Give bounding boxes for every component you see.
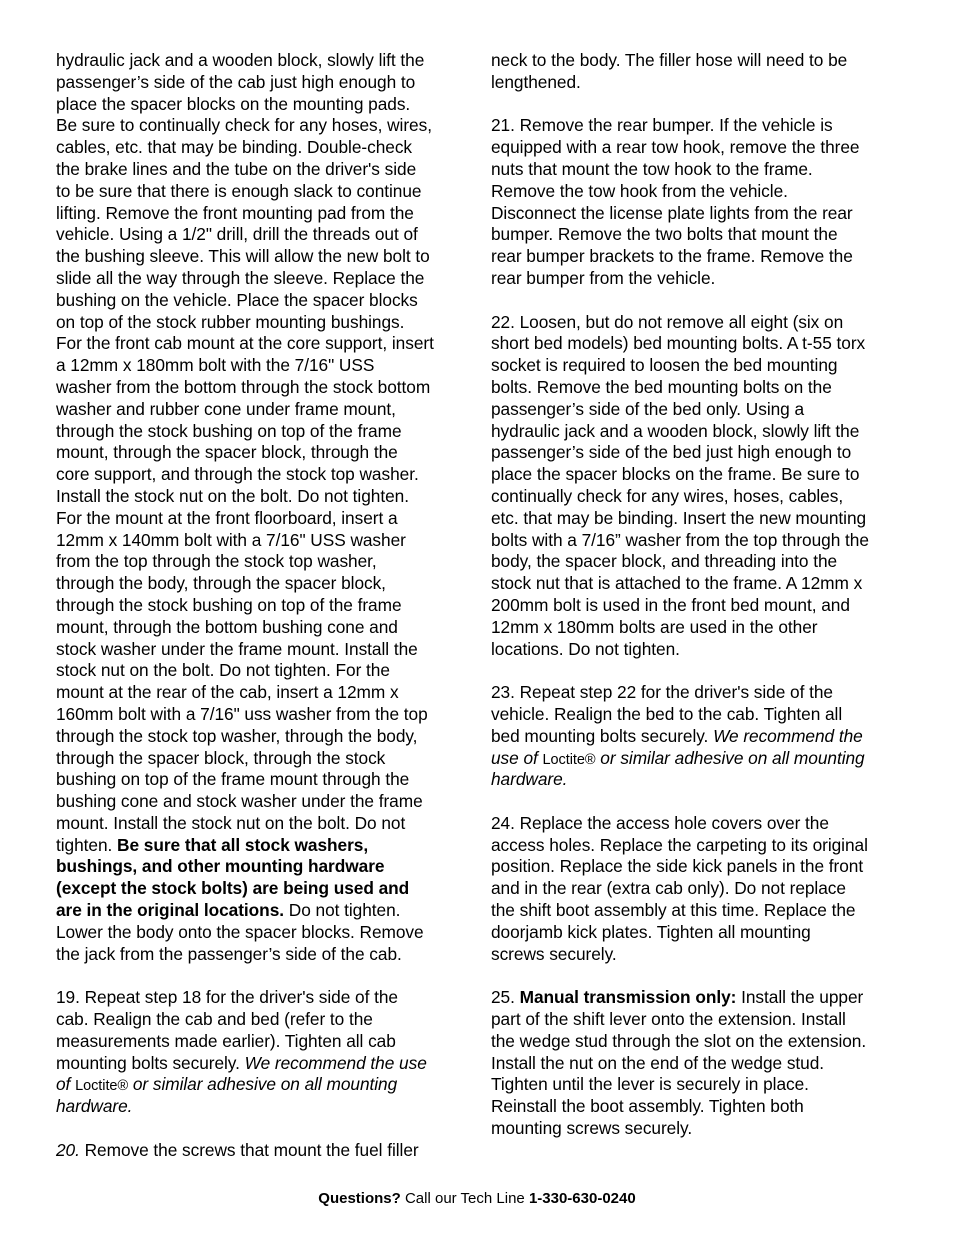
footer-phone: 1-330-630-0240 xyxy=(528,1190,636,1207)
step-22-line: etc. that may be binding. Insert the new mounting xyxy=(491,507,867,528)
step-22 xyxy=(491,312,901,661)
step-22-line: hydraulic jack and a wooden block, slowly lift the xyxy=(491,420,860,441)
step-18-line: washer and rubber cone under frame mount, xyxy=(56,398,396,419)
step-25-line: 25. Manual transmission only: Install the upper xyxy=(491,987,864,1008)
step-18-line: through the spacer block, through the stock xyxy=(56,747,386,768)
step-18-line: through the body, through the spacer block, xyxy=(56,573,386,594)
step-18-line: through the stock bushing on top of the frame xyxy=(56,594,402,615)
step-22-line: 22. Loosen, but do not remove all eight (six on xyxy=(491,311,844,332)
step-25-line: Tighten until the lever is securely in place. xyxy=(491,1074,809,1095)
step-20: 20. Remove the screws that mount the fuel filler xyxy=(56,1139,419,1160)
step-22-line: place the spacer blocks on the frame. Be sure to xyxy=(491,464,860,485)
step-22-line: bolts. Remove the bed mounting bolts on the xyxy=(491,376,832,397)
step-24-line: and in the rear (extra cab only). Do not replace xyxy=(491,878,846,899)
step-22-line: 200mm bolt is used in the front bed mount, and xyxy=(491,594,850,615)
step-18-line: stock washer under the frame mount. Install the xyxy=(56,638,418,659)
step-18-line: the jack from the passenger’s side of the cab. xyxy=(56,943,402,964)
step-25-line: the wedge stud through the slot on the extension. xyxy=(491,1030,867,1051)
step-18-line: lifting. Remove the front mounting pad from the xyxy=(56,202,414,223)
step-18-line: passenger’s side of the cab just high enough to xyxy=(56,71,416,92)
step-18-line: tighten. Be sure that all stock washers, xyxy=(56,834,369,855)
step-18-line: to be sure that there is enough slack to continue xyxy=(56,180,422,201)
step-24-line: screws securely. xyxy=(491,943,617,964)
step-22-line: continually check for any wires, hoses, cables, xyxy=(491,485,844,506)
step-18-line: the brake lines and the tube on the driver's side xyxy=(56,158,417,179)
step-19-line: mounting bolts securely. We recommend the use xyxy=(56,1052,427,1073)
step-18-line: washer from the bottom through the stock bottom xyxy=(56,376,431,397)
step-19-line: measurements made earlier). Tighten all cab xyxy=(56,1030,396,1051)
step-18-line: through the stock top washer, through the body, xyxy=(56,725,418,746)
step-20-line: lengthened. xyxy=(491,71,581,92)
step-22-line: passenger’s side of the bed only. Using a xyxy=(491,398,805,419)
step-23-line: bed mounting bolts securely. We recommend the xyxy=(491,725,863,746)
step-18-line: For the mount at the front floorboard, insert a xyxy=(56,507,398,528)
step-22-line: body, the spacer block, and threading into the xyxy=(491,551,838,572)
step-21-line: 21. Remove the rear bumper. If the vehicle is xyxy=(491,115,833,136)
step-18-line: stock nut on the bolt. Do not tighten. For the xyxy=(56,660,390,681)
step-20-continued xyxy=(491,50,901,94)
footer-tech-line xyxy=(0,1190,954,1208)
step-18-line: bushing on the vehicle. Place the spacer blocks xyxy=(56,289,418,310)
step-18-line: on top of the stock rubber mounting bushings. xyxy=(56,311,405,332)
step-19-line: hardware. xyxy=(56,1096,133,1117)
step-18-line: bushing on top of the frame mount through the xyxy=(56,769,410,790)
step-18-line: vehicle. Using a 1/2" drill, drill the threads out of xyxy=(56,224,418,245)
step-18-line: mount, through the bottom bushing cone and xyxy=(56,616,398,637)
step-18-line: from the top through the stock top washer, xyxy=(56,551,377,572)
step-24-line: position. Replace the side kick panels in the front xyxy=(491,856,864,877)
step-18-line: Lower the body onto the spacer blocks. Remove xyxy=(56,921,424,942)
step-18-continued xyxy=(56,50,466,835)
right-column xyxy=(491,50,901,1140)
footer-questions: Questions? xyxy=(318,1190,401,1207)
step-19 xyxy=(56,987,466,1118)
step-19-line: 19. Repeat step 18 for the driver's side of the xyxy=(56,987,398,1008)
step-18-line: core support, and through the stock top washer. xyxy=(56,464,419,485)
step-18-line: mount, through the spacer block, through the xyxy=(56,442,398,463)
step-18-line: 160mm bolt with a 7/16" uss washer from the top xyxy=(56,703,428,724)
step-18-line: (except the stock bolts) are being used and xyxy=(56,878,410,899)
step-18-line: Install the stock nut on the bolt. Do not tighten. xyxy=(56,485,409,506)
step-24 xyxy=(491,813,901,966)
step-18-line: mount. Install the stock nut on the bolt. Do not xyxy=(56,812,406,833)
step-18-line: cables, etc. that may be binding. Double-check xyxy=(56,137,413,158)
step-24-line: 24. Replace the access hole covers over the xyxy=(491,812,829,833)
step-18-line: slide all the way through the sleeve. Replace the xyxy=(56,267,425,288)
step-25-line: mounting screws securely. xyxy=(491,1118,693,1139)
step-19-line: cab. Realign the cab and bed (refer to the xyxy=(56,1009,373,1030)
step-21-line: rear bumper brackets to the frame. Remove the xyxy=(491,246,853,267)
step-21-line: rear bumper from the vehicle. xyxy=(491,267,716,288)
step-18-line: 12mm x 140mm bolt with a 7/16" USS washer xyxy=(56,529,406,550)
step-19-line: of Loctite® or similar adhesive on all mounting xyxy=(56,1074,398,1095)
step-21-line: bumper. Remove the two bolts that mount the xyxy=(491,224,838,245)
step-23 xyxy=(491,682,901,791)
step-24-line: the shift boot assembly at this time. Replace the xyxy=(491,900,856,921)
step-23-line: vehicle. Realign the bed to the cab. Tighten all xyxy=(491,703,843,724)
step-18-line: Be sure to continually check for any hoses, wires, xyxy=(56,115,432,136)
step-20-line: neck to the body. The filler hose will need to be xyxy=(491,50,848,70)
step-25 xyxy=(491,987,901,1140)
step-25-line: part of the shift lever onto the extension. Install xyxy=(491,1009,846,1030)
step-22-line: short bed models) bed mounting bolts. A t-55 torx xyxy=(491,333,866,354)
step-18-line: bushing cone and stock washer under the frame xyxy=(56,791,423,812)
step-18-line: For the front cab mount at the core support, insert xyxy=(56,333,434,354)
step-22-line: passenger’s side of the bed just high enough to xyxy=(491,442,852,463)
step-18-line: mount at the rear of the cab, insert a 12mm x xyxy=(56,682,399,703)
footer-call-text: Call our Tech Line xyxy=(400,1190,529,1207)
step-21-line: Disconnect the license plate lights from the rear xyxy=(491,202,853,223)
step-18-line: are in the original locations. Do not tighten. xyxy=(56,900,401,921)
step-21-line: Remove the tow hook from the vehicle. xyxy=(491,180,788,201)
step-24-line: access holes. Replace the carpeting to its original xyxy=(491,834,868,855)
step-18-line: place the spacer blocks on the mounting pads. xyxy=(56,93,411,114)
step-23-line: use of Loctite® or similar adhesive on all mounting xyxy=(491,747,865,768)
step-23-line: 23. Repeat step 22 for the driver's side of the xyxy=(491,682,833,703)
step-21-line: nuts that mount the tow hook to the frame. xyxy=(491,158,813,179)
step-25-line: Reinstall the boot assembly. Tighten both xyxy=(491,1096,804,1117)
step-18-line: the bushing sleeve. This will allow the new bolt to xyxy=(56,246,430,267)
step-22-line: socket is required to loosen the bed mounting xyxy=(491,355,838,376)
step-18-line: hydraulic jack and a wooden block, slowly lift the xyxy=(56,50,425,70)
step-21-line: equipped with a rear tow hook, remove the three xyxy=(491,137,860,158)
step-25-line: Install the nut on the end of the wedge stud. xyxy=(491,1052,825,1073)
step-18-line: bushings, and other mounting hardware xyxy=(56,856,385,877)
step-22-line: 12mm x 180mm bolts are used in the other xyxy=(491,616,818,637)
step-18-line: a 12mm x 180mm bolt with the 7/16" USS xyxy=(56,355,375,376)
step-21 xyxy=(491,115,901,289)
step-22-line: stock nut that is attached to the frame. A 12mm x xyxy=(491,573,863,594)
step-22-line: bolts with a 7/16” washer from the top through the xyxy=(491,529,869,550)
step-24-line: doorjamb kick plates. Tighten all mounting xyxy=(491,921,811,942)
step-23-line: hardware. xyxy=(491,769,568,790)
left-column xyxy=(56,50,466,1162)
step-22-line: locations. Do not tighten. xyxy=(491,638,680,659)
step-18-line: through the stock bushing on top of the frame xyxy=(56,420,402,441)
